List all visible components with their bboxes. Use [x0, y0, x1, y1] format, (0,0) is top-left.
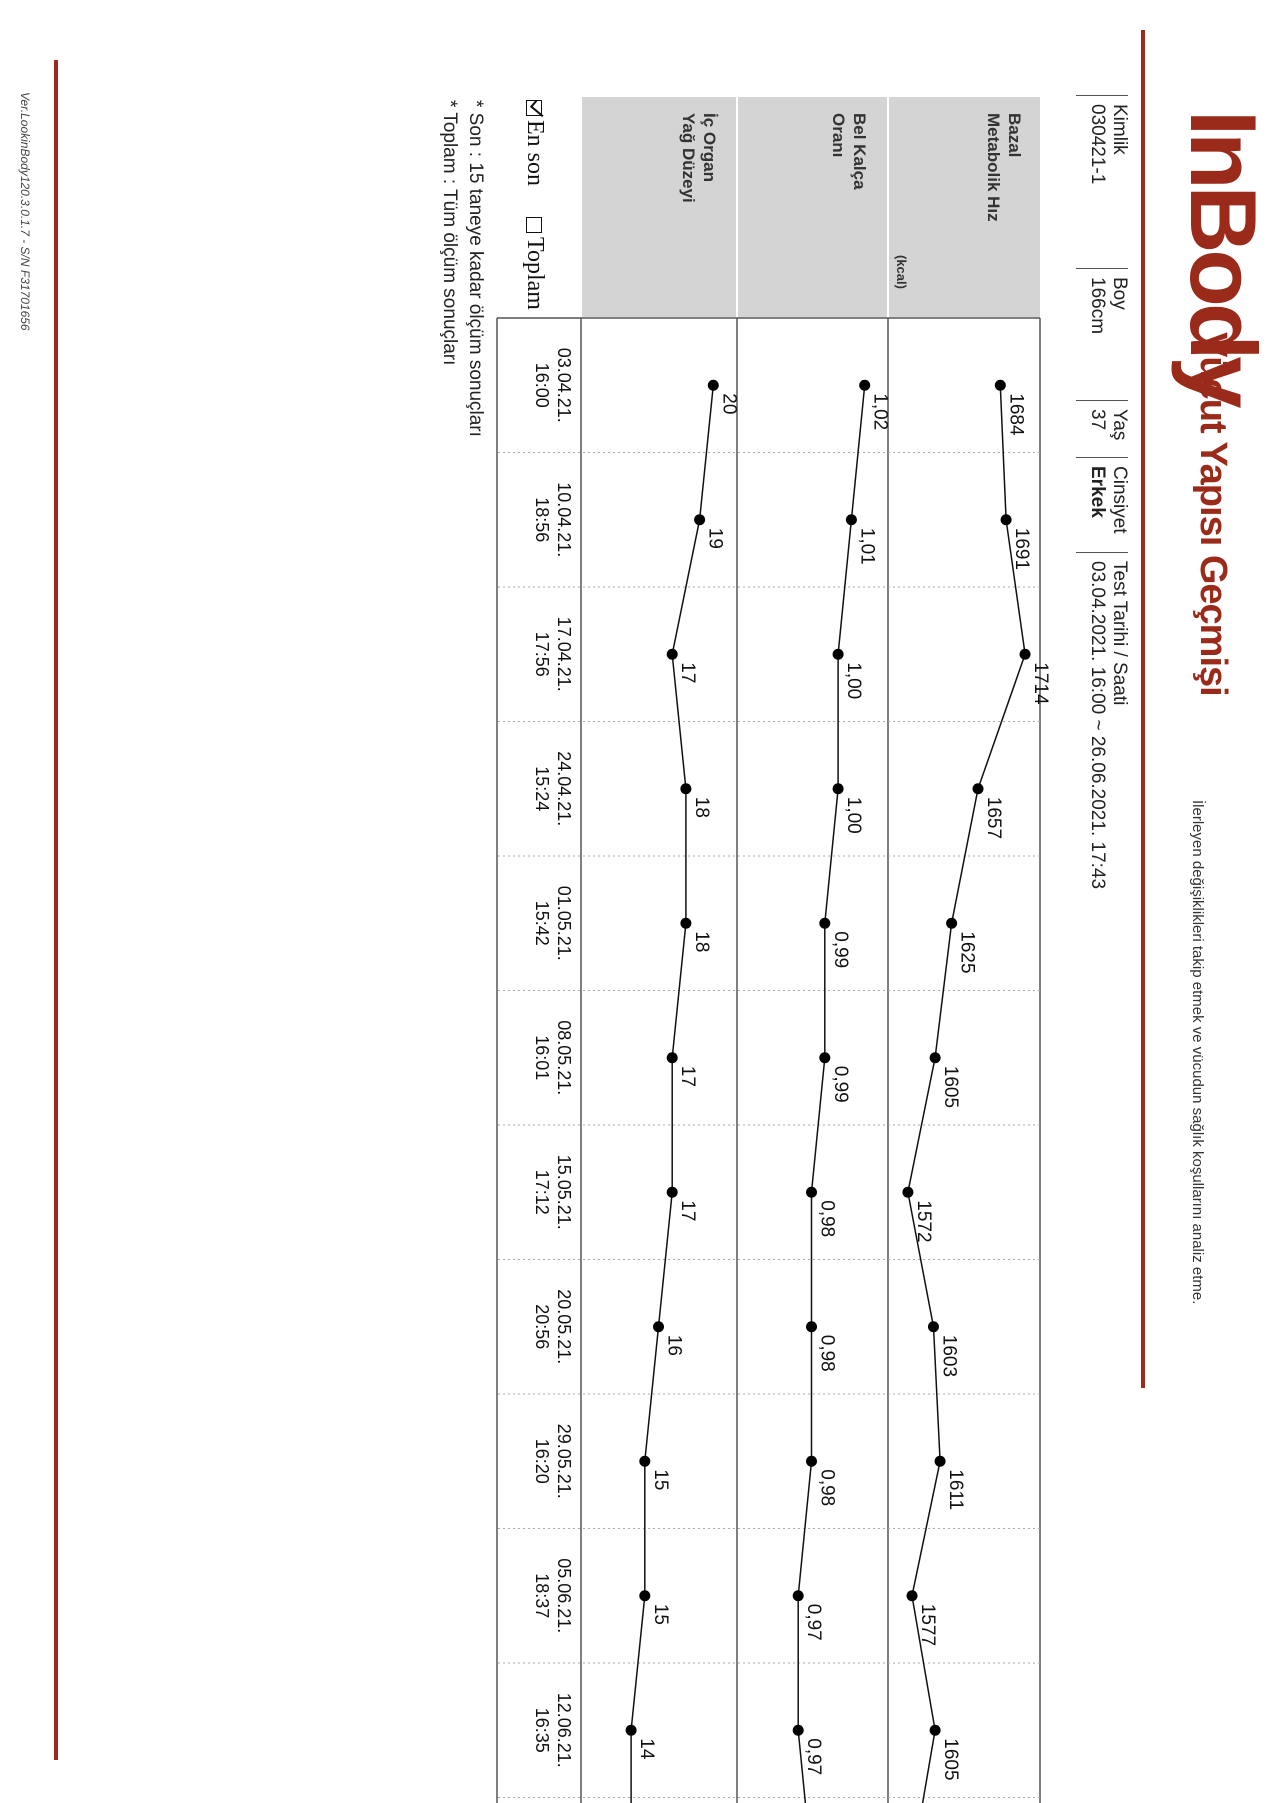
whr-value-label: 0,99 — [829, 931, 851, 969]
date-label: 20:56 — [532, 1304, 552, 1350]
date-label: 08.05.21. — [554, 1020, 574, 1096]
inbody-logo: InBody — [1171, 110, 1276, 405]
date-label: 18:37 — [532, 1573, 552, 1619]
whr-value-label: 0,97 — [803, 1738, 825, 1776]
bmr-value-label: 1605 — [940, 1065, 962, 1109]
bmr-point — [928, 1321, 939, 1332]
visceral-point — [680, 918, 691, 929]
bmr-value-label: 1714 — [1030, 662, 1052, 705]
date-label: 17:56 — [532, 631, 552, 677]
whr-value-label: 1,01 — [856, 527, 878, 565]
whr-value-label: 0,99 — [829, 1065, 851, 1103]
bmr-value-label: 1605 — [940, 1738, 962, 1781]
bmr-value-label: 1657 — [983, 796, 1005, 840]
note-latest: * Son : 15 taneye kadar ölçüm sonuçları — [465, 100, 486, 437]
date-label: 03.04.21. — [554, 347, 574, 423]
visceral-value-label: 16 — [663, 1334, 685, 1356]
visceral-point — [667, 1187, 678, 1198]
visceral-value-label: 18 — [690, 931, 712, 953]
note-total: * Toplam : Tüm ölçüm sonuçları — [439, 100, 460, 366]
date-label: 15.05.21. — [554, 1154, 574, 1230]
whr-point — [819, 918, 830, 929]
sex-label: Cinsiyet — [1109, 466, 1130, 534]
whr-value-label: 0,98 — [816, 1469, 838, 1507]
whr-point — [819, 1052, 830, 1063]
bmr-line — [908, 385, 1025, 1803]
whr-value-label: 1,00 — [843, 662, 865, 700]
footer-divider — [54, 60, 58, 1760]
visceral-label: İç Organ Yağ Düzeyi — [679, 113, 719, 203]
whr-value-label: 0,98 — [816, 1200, 838, 1238]
bmr-point — [1020, 649, 1031, 660]
bmr-point — [902, 1187, 913, 1198]
visceral-value-label: 15 — [649, 1469, 671, 1491]
date-label: 17.04.21. — [554, 616, 574, 692]
whr-point — [806, 1321, 817, 1332]
date-label: 16:01 — [532, 1035, 552, 1081]
visceral-value-label: 14 — [636, 1738, 658, 1760]
visceral-value-label: 18 — [690, 796, 712, 818]
bmr-point — [930, 1725, 941, 1736]
bmr-point — [930, 1052, 941, 1063]
bmr-point — [935, 1456, 946, 1467]
visceral-point — [667, 1052, 678, 1063]
date-label: Test Tarihi / Saati — [1109, 561, 1130, 706]
bmr-value-label: 1603 — [938, 1334, 960, 1378]
visceral-point — [667, 649, 678, 660]
height-label: Boy — [1109, 277, 1130, 310]
whr-point — [806, 1187, 817, 1198]
whr-value-label: 1,02 — [869, 393, 891, 431]
date-label: 15:24 — [532, 766, 552, 812]
date-label: 24.04.21. — [554, 751, 574, 827]
tab-latest[interactable]: En son — [521, 100, 548, 186]
bmr-value-label: 1691 — [1011, 527, 1033, 571]
bmr-unit: (kcal) — [894, 255, 909, 289]
visceral-value-label: 19 — [704, 527, 726, 549]
date-label: 01.05.21. — [554, 885, 574, 961]
bmr-label: Bazal Metabolik Hız — [984, 113, 1024, 222]
date-label: 05.06.21. — [554, 1558, 574, 1634]
bmr-value-label: 1611 — [945, 1469, 967, 1511]
date-label: 17:12 — [532, 1169, 552, 1215]
age-value: 37 — [1087, 409, 1108, 431]
tagline: İlerleyen değişiklikleri takip etmek ve vücudun sağlık koşullarını analiz etme. — [1189, 800, 1206, 1305]
bmr-value-label: 1625 — [956, 931, 978, 974]
bmr-point — [1001, 514, 1012, 525]
bmr-point — [907, 1590, 918, 1601]
sex-value: Erkek — [1087, 466, 1108, 518]
date-label: 20.05.21. — [554, 1289, 574, 1365]
bmr-point — [946, 918, 957, 929]
visceral-point — [626, 1725, 637, 1736]
bmr-value-label: 1684 — [1005, 393, 1027, 436]
whr-point — [846, 514, 857, 525]
version-footer: Ver.LookinBody120.3.0.1.7 - S/N F31701656 — [18, 92, 32, 331]
whr-point — [806, 1456, 817, 1467]
whr-value-label: 1,00 — [843, 796, 865, 834]
date-value: 03.04.2021. 16:00 ~ 26.06.2021. 17:43 — [1087, 561, 1108, 890]
visceral-value-label: 17 — [677, 1065, 699, 1087]
visceral-point — [639, 1456, 650, 1467]
whr-point — [833, 783, 844, 794]
whr-label: Bel Kalça Oranı — [829, 113, 869, 190]
whr-point — [793, 1590, 804, 1601]
date-label: 29.05.21. — [554, 1423, 574, 1499]
visceral-value-label: 15 — [649, 1603, 671, 1625]
visceral-value-label: 17 — [677, 1200, 699, 1222]
whr-value-label: 0,98 — [816, 1334, 838, 1372]
id-value: 030421-1 — [1087, 104, 1108, 185]
id-label: Kimlik — [1109, 104, 1130, 155]
visceral-line — [604, 385, 714, 1803]
date-label: 15:42 — [532, 900, 552, 946]
whr-point — [859, 380, 870, 391]
bmr-point — [973, 783, 984, 794]
bmr-point — [995, 380, 1006, 391]
height-value: 166cm — [1087, 277, 1108, 335]
visceral-point — [653, 1321, 664, 1332]
bmr-value-label: 1577 — [917, 1603, 939, 1647]
date-label: 10.04.21. — [554, 482, 574, 558]
age-label: Yaş — [1109, 409, 1130, 441]
tab-total[interactable]: Toplam — [521, 217, 548, 310]
bmr-value-label: 1572 — [912, 1200, 934, 1243]
whr-point — [833, 649, 844, 660]
whr-point — [793, 1725, 804, 1736]
date-label: 18:56 — [532, 497, 552, 543]
whr-value-label: 0,97 — [803, 1603, 825, 1641]
visceral-point — [708, 380, 719, 391]
visceral-point — [639, 1590, 650, 1601]
date-label: 16:35 — [532, 1707, 552, 1753]
visceral-value-label: 20 — [718, 393, 740, 415]
date-label: 16:00 — [532, 362, 552, 408]
date-label: 16:20 — [532, 1438, 552, 1484]
page-title: Vücut Yapısı Geçmişi — [1192, 332, 1234, 696]
visceral-value-label: 17 — [677, 662, 699, 684]
visceral-point — [680, 783, 691, 794]
visceral-point — [694, 514, 705, 525]
date-label: 12.06.21. — [554, 1692, 574, 1768]
